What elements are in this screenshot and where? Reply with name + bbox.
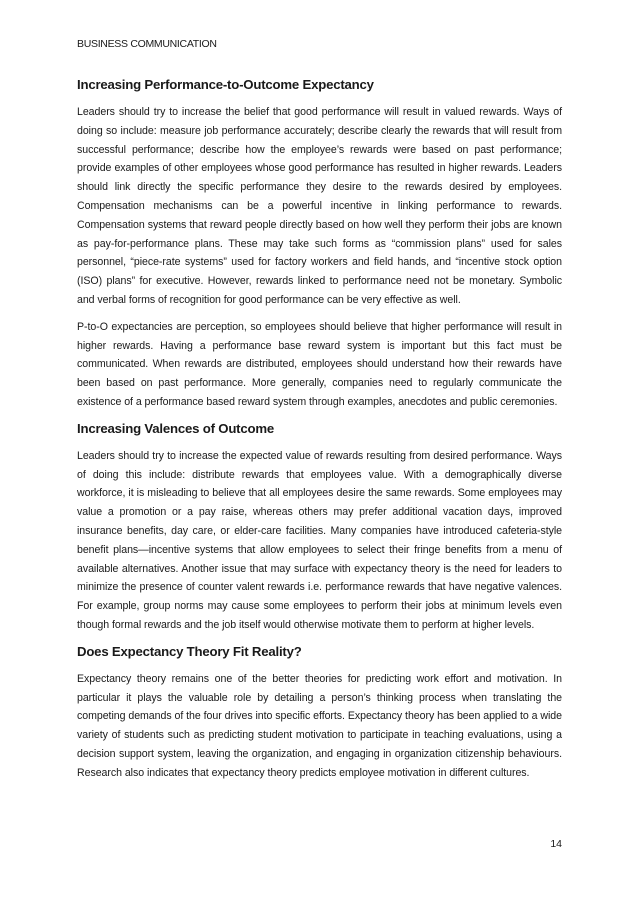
section-heading: Increasing Valences of Outcome: [77, 420, 275, 436]
section-heading: Does Expectancy Theory Fit Reality?: [77, 643, 302, 659]
document-page: [77, 0, 562, 903]
body-paragraph: P-to-O expectancies are perception, so employees should believe that higher performance will result in higher rewards. Having a performance base reward system is important but this fact must be communicated. When rewards are distributed, employees should understand how their rewards have been based on past performance. More generally, companies need to regularly communicate the existence of a performance based reward system through examples, anecdotes and public ceremonies.: [77, 320, 562, 408]
page-number: 14: [550, 838, 562, 850]
section-performance-to-outcome: [77, 76, 562, 412]
body-paragraph: Leaders should try to increase the expected value of rewards resulting from desired performance. Ways of doing this include: distribute rewards that employees value. With a demographically diverse workforce, it is misleading to believe that all employees desire the same rewards. Some employees may value a promotion or a pay raise, whereas others may prefer additional vacation days, improved insurance benefits, day care, or elder-care facilities. Many companies have introduced cafeteria-style benefit plans—incentive systems that allow employees to select their fringe benefits from a menu of available alternatives. Another issue that may surface with expectancy theory is the need for leaders to minimize the presence of counter valent rewards i.e. performance rewards that have negative valences. For example, group norms may cause some employees to perform their jobs at minimum levels even though formal rewards and the job itself would otherwise motivate them to perform at higher levels.: [77, 449, 562, 631]
body-paragraph: Leaders should try to increase the belief that good performance will result in valued rewards. Ways of doing so include: measure job performance accurately; describe clearly the rewards that will result from successful performance; describe how the employee’s rewards were based on past performance; provide examples of other employees whose good performance has resulted in higher rewards. Leaders should link directly the specific performance they desire to the rewards desired by employees. Compensation mechanisms can be a powerful incentive in linking performance to rewards. Compensation systems that reward people directly based on how well they perform their jobs are known as pay-for-performance plans. These may take such forms as “commission plans” used for sales personnel, “piece-rate systems” used for factory workers and field hands, and “incentive stock option (ISO) plans” for executive. However, rewards linked to performance need not be monetary. Symbolic and verbal forms of recognition for good performance can be very effective as well.: [77, 106, 562, 306]
section-heading: Increasing Performance-to-Outcome Expectancy: [77, 77, 374, 92]
page-content: [77, 76, 562, 791]
section-valences-of-outcome: [77, 420, 562, 635]
body-paragraph: Expectancy theory remains one of the better theories for predicting work effort and motivation. In particular it plays the valuable role by detailing a person’s thinking process when translating the competing demands of the four drives into specific efforts. Expectancy theory has been applied to a wide variety of students such as predicting student motivation to participate in teaching evaluations, using a decision support system, leaving the organization, and engaging in organization citizenship behaviours. Research also indicates that expectancy theory predicts employee motivation in different cultures.: [77, 672, 562, 779]
running-header: BUSINESS COMMUNICATION: [77, 38, 217, 50]
section-expectancy-theory-reality: [77, 643, 562, 783]
